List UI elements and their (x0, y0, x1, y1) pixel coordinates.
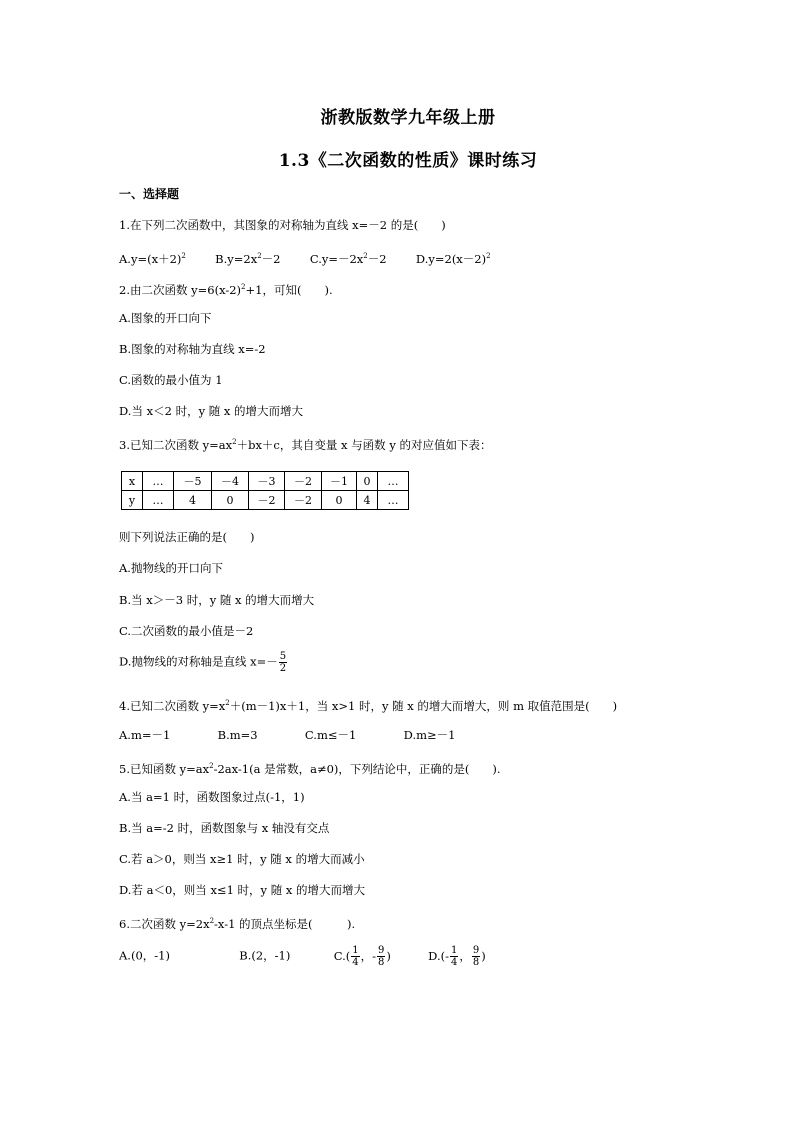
question-3-option-b: B.当 x＞－3 时，y 随 x 的增大而增大 (119, 593, 315, 607)
question-4-options (119, 727, 455, 743)
table-cell: x (122, 472, 143, 491)
question-3-follow: 则下列说法正确的是( ) (119, 530, 255, 544)
fraction: $\frac{9}{8}$ (472, 945, 480, 968)
table-cell: －1 (322, 472, 357, 491)
option-d: D.m≥－1 (403, 728, 456, 742)
option-b: B.m=3 (217, 728, 258, 742)
option-d: $D.y=2(x-2)^2$ (415, 252, 491, 266)
fraction: $\frac{9}{8}$ (377, 945, 385, 968)
question-6-options (119, 945, 486, 968)
page-title: 浙教版数学九年级上册 (320, 108, 496, 128)
question-2-option-c: C.函数的最小值为 1 (119, 373, 223, 387)
question-5-option-a: A.当 a=1 时，函数图象过点(-1，1) (119, 790, 305, 804)
question-3-option-a: A.抛物线的开口向下 (119, 561, 223, 575)
value-table (121, 471, 409, 510)
page-subtitle: 1.3《二次函数的性质》课时练习 (278, 151, 538, 171)
question-1-options (119, 248, 491, 267)
option-a: A.(0，-1) (119, 948, 170, 963)
question-2-option-d: D.当 x＜2 时，y 随 x 的增大而增大 (119, 404, 304, 418)
option-c: $C.y=-2x^2-2$ (309, 252, 387, 266)
section-heading: 一、选择题 (119, 187, 180, 201)
question-1-stem: 1.在下列二次函数中，其图象的对称轴为直线 x=－2 的是( ) (119, 218, 446, 232)
table-row-x (122, 472, 409, 491)
option-c: C.m≤－1 (304, 728, 357, 742)
option-d: D.(- $\frac{1}{4}$ ， $\frac{9}{8}$ ) (428, 945, 486, 968)
option-a: A.m=－1 (119, 728, 171, 742)
question-5-option-c: C.若 a＞0，则当 x≥1 时，y 随 x 的增大而减小 (119, 852, 365, 866)
table-cell: 0 (357, 472, 378, 491)
question-3-stem: 3.已知二次函数 $y=ax^2+bx+c$，其自变量 x 与函数 y 的对应值如下表： (119, 438, 492, 452)
table-cell: －2 (285, 491, 322, 510)
table-cell: 4 (174, 491, 212, 510)
table-cell: 4 (357, 491, 378, 510)
fraction: $\frac{1}{4}$ (451, 945, 458, 968)
option-b: B.(2，-1) (239, 948, 291, 963)
fraction: $\frac{1}{4}$ (352, 945, 359, 968)
question-5-option-b: B.当 a=-2 时，函数图象与 x 轴没有交点 (119, 821, 330, 835)
table-cell: 0 (322, 491, 357, 510)
table-cell: … (143, 472, 174, 491)
table-cell: … (378, 491, 409, 510)
fraction: $\frac{5}{2}$ (279, 651, 287, 674)
option-c: C.( $\frac{1}{4}$ ，- $\frac{9}{8}$ ) (333, 945, 391, 968)
table-cell: －2 (249, 491, 285, 510)
table-cell: －5 (174, 472, 212, 491)
table-cell: －2 (285, 472, 322, 491)
question-3-option-d: D.抛物线的对称轴是直线 x=－ $\frac{5}{2}$ (119, 651, 287, 674)
question-6-stem: 6.二次函数 $y=2x^2-x-1$ 的顶点坐标是( ). (119, 917, 356, 931)
question-2-stem: 2.由二次函数 $y=6(x-2)^2+1$，可知( ). (119, 283, 333, 297)
table-cell: 0 (212, 491, 249, 510)
question-5-stem: 5.已知函数 $y=ax^2-2ax-1(a$ 是常数，a≠0)，下列结论中，正确的是( ). (119, 762, 501, 776)
option-b: $B.y=2x^2-2$ (215, 252, 281, 266)
table-row-y (122, 491, 409, 510)
question-4-stem: 4.已知二次函数 $y=x^2+(m-1)x+1$，当 x>1 时，y 随 x 的增大而增大，则 m 取值范围是( ) (119, 699, 618, 713)
question-2-option-a: A.图象的开口向下 (119, 311, 212, 325)
question-2-option-b: B.图象的对称轴为直线 x=-2 (119, 342, 266, 356)
question-5-option-d: D.若 a＜0，则当 x≤1 时，y 随 x 的增大而增大 (119, 883, 365, 897)
table-cell: … (378, 472, 409, 491)
question-3-option-c: C.二次函数的最小值是－2 (119, 624, 254, 638)
table-cell: … (143, 491, 174, 510)
option-a: $A.y=(x+2)^2$ (119, 252, 186, 266)
table-cell: y (122, 491, 143, 510)
table-cell: －3 (249, 472, 285, 491)
table-cell: －4 (212, 472, 249, 491)
